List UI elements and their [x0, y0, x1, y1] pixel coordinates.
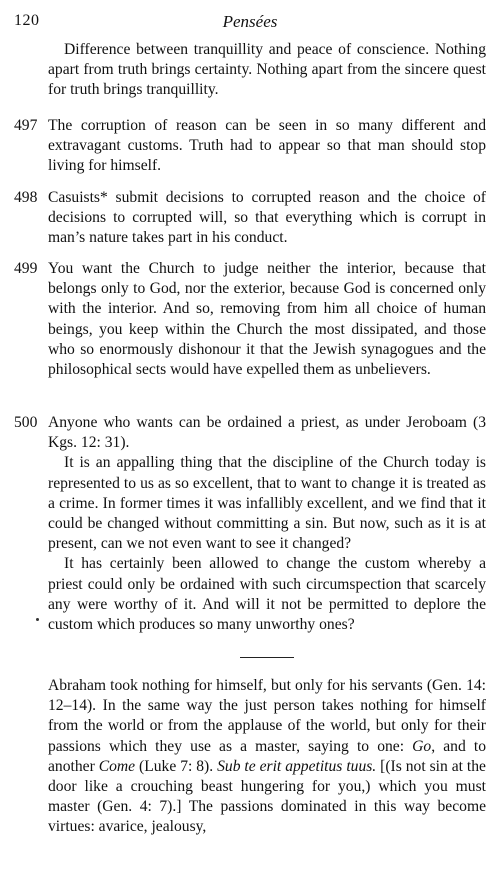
- paragraph: It is an appalling thing that the discipline of the Church today is represented to us as so excellent, that to want to change it is treated as a crime. In former times it was infallibly excellent, and we find that it could be changed without committing a sin. But now, such as it is at present, can we not even want to see it changed?: [48, 454, 486, 553]
- running-title: Pensées: [222, 12, 278, 31]
- fragment-499: [48, 259, 486, 380]
- fragment-500: [48, 413, 486, 635]
- italic-go: Go: [412, 737, 432, 755]
- paragraph: The corruption of reason can be seen in so many different and extravagant customs. Truth had to appear so that man should stop living for himself.: [48, 117, 486, 175]
- fragment-continuation: [48, 40, 486, 101]
- paragraph: [48, 676, 486, 838]
- fragment-final: [48, 676, 486, 838]
- fragment-498: [48, 188, 486, 249]
- paragraph: Casuists* submit decisions to corrupted reason and the choice of decisions to corrupted will, so that everything which is corrupt in man’s nature takes part in his conduct.: [48, 189, 486, 247]
- text-run: Abraham took nothing for himself, but only for his servants (Gen. 14: 12–14). In the same way the just person takes nothing for himself from the world or from the applause of the world, but only for their passions which they use as a master, saying to one:: [48, 677, 486, 755]
- paragraph: Anyone who wants can be ordained a priest, as under Jeroboam (3 Kgs. 12: 31).: [48, 414, 486, 452]
- fragment-497: [48, 116, 486, 177]
- page-number: 120: [14, 12, 40, 29]
- latin-quote: Sub te erit appetitus tuus.: [217, 757, 377, 775]
- text-run: [(Is not sin at the door like a crouching beast hungering for you,) which you must master (Gen. 4: 7).] The passions dominated in this way become virtues: avarice, jealousy,: [48, 757, 486, 836]
- fragment-number: 499: [14, 260, 38, 277]
- paragraph: It has certainly been allowed to change the custom whereby a priest could only be ordained with such circumspection that scarcely any were worthy of it. And will it not be permitted to deplore the custom which produces so many unworthy ones?: [48, 555, 486, 634]
- text-run: , and to another: [48, 737, 486, 775]
- paragraph: Difference between tranquillity and peace of conscience. Nothing apart from truth brings certainty. Nothing apart from the sincere quest for truth brings tranquillity.: [48, 41, 486, 99]
- text-run: (Luke 7: 8).: [135, 757, 218, 775]
- stray-mark: [36, 618, 39, 621]
- fragment-number: 498: [14, 189, 38, 206]
- fragment-number: 497: [14, 117, 38, 134]
- section-rule: [240, 657, 294, 658]
- fragment-number: 500: [14, 414, 38, 431]
- italic-come: Come: [98, 757, 136, 775]
- page-header: [14, 12, 486, 34]
- paragraph: You want the Church to judge neither the interior, because that belongs only to God, nor the exterior, because God is concerned only with the interior. And so, removing from him all choice of human beings, you keep within the Church the most dissipated, and those who so enormously dishonour it that the Jewish synagogues and the philosophical sects would have expelled them as unbelievers.: [48, 260, 486, 379]
